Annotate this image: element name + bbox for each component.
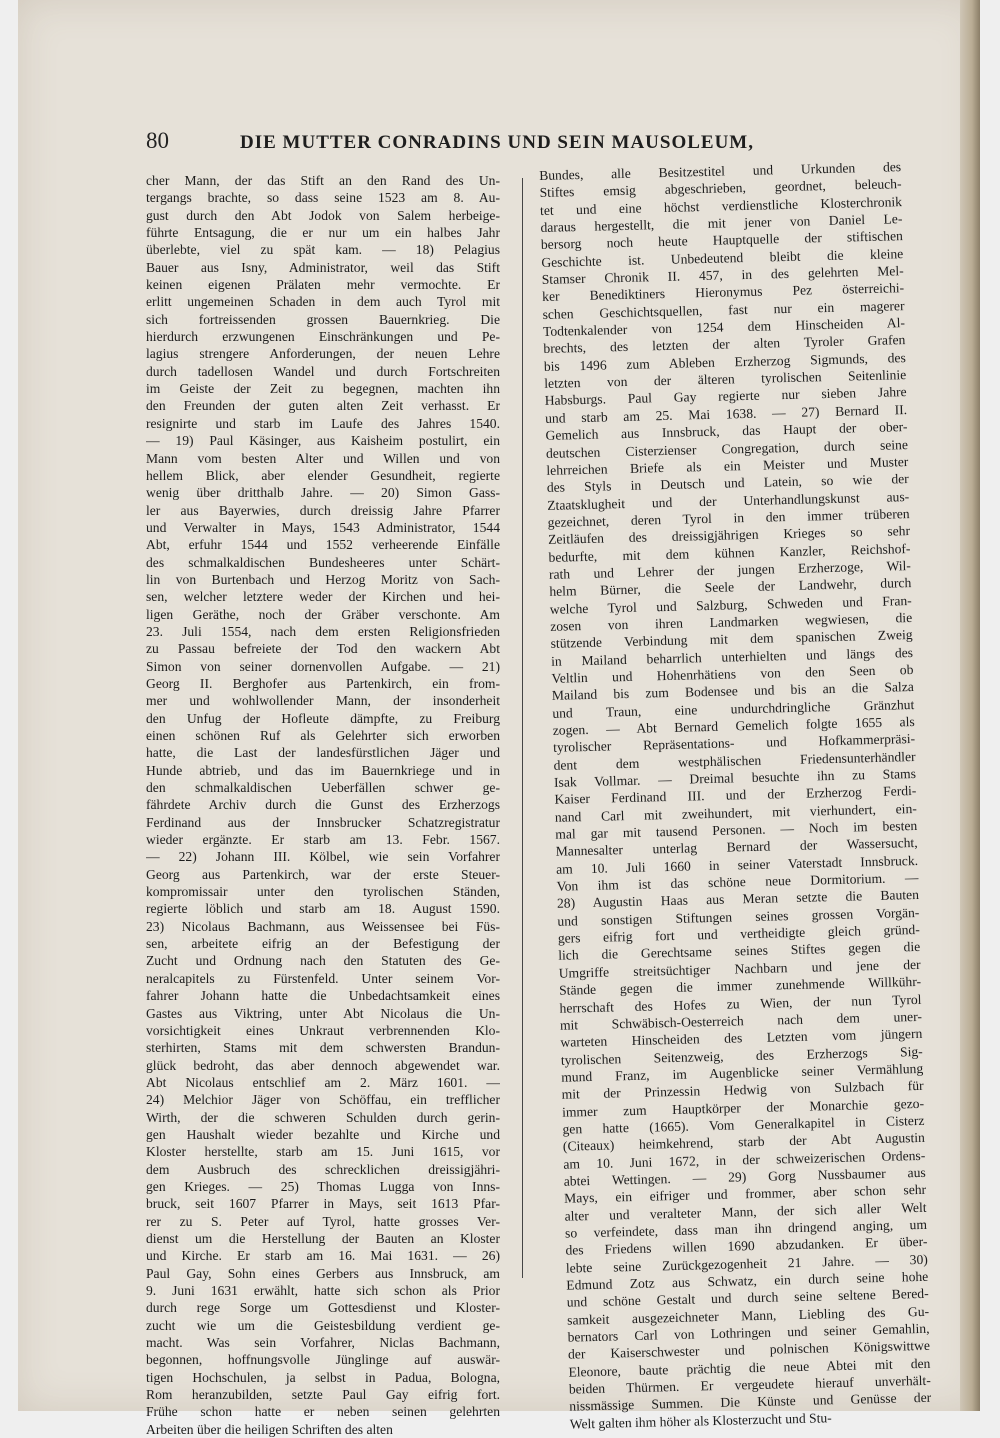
text-line: sterhirten, Stams mit dem schwersten Brandun- [146,1040,500,1056]
text-line: brechts, des letzten der alten Tyroler Grafen [543,332,906,357]
text-line: 28) Augustin Haas aus Meran setzte die Bauten [556,887,920,912]
text-line: Stände gegen die immer zunehmende Willkühr- [558,974,922,998]
text-line: im Geiste der Zeit zu begegnen, machten ihn [146,381,500,397]
text-line: Gemelich aus Innsbruck, das Haupt der ober- [545,419,908,444]
text-line: durch tadellosen Wandel und durch Fortschreiten [146,363,500,379]
text-line: ker Benediktiners Hieronymus Pez österreichi- [541,280,905,305]
text-line: ler aus Bayerwies, durch dreissig Jahre Pfarrer [146,502,500,518]
text-line: des Styls in Deutsch und Latein, so wie der [546,471,909,496]
text-line: tyrolischen Seitenzweig, des Erzherzogs Sig- [560,1043,923,1068]
text-line: Welt galten ihm höher als Klosterzucht und Stu- [569,1409,832,1432]
text-line: zu Passau befreiete der Tod den wackern Abt [146,641,500,657]
text-line: dent dem westphälischen Friedensunterhändler [553,748,916,773]
text-line: hellem Blick, aber elender Gesundheit, regierte [146,467,500,483]
text-line: Rom heranzubilden, setzte Paul Gay eifrig fort. [146,1387,500,1403]
text-line: keinen eigenen Prälaten mehr vermochte. Er [146,277,500,293]
text-line: Bauer aus Isny, Administrator, weil das Stift [146,259,500,275]
text-line: 24) Melchior Jäger von Schöffau, ein trefflicher [146,1092,500,1108]
text-line: wenig über dritthalb Jahre. — 20) Simon Gass- [146,485,500,501]
text-line: lebte seine Zurückgezogenheit 21 Jahre. — 30) [565,1251,928,1276]
text-line: gust durch den Abt Jodok von Salem herbeige- [146,207,500,223]
text-line: und starb am 25. Mai 1638. — 27) Bernard II. [544,401,908,426]
text-line: tigen Hochschulen, ja selbst in Padua, Bologna, [146,1369,500,1385]
text-line: sen, arbeitete eifrig an der Befestigung der [146,936,500,952]
text-line: Isak Vollmar. — Dreimal besuchte ihn zu Stams [553,766,917,790]
text-line: hatte, die Last der landesfürstlichen Jäger und [146,745,500,761]
text-line: nissmässige Summen. Die Künste und Genüsse der [569,1390,932,1415]
text-line: den schmalkaldischen Ueberfällen schwer ge- [146,780,500,796]
text-line: letzten von der älteren tyrolischen Seitenlinie [544,367,907,392]
text-line: durch rege Sorge um Gottesdienst und Kloster- [146,1300,500,1316]
text-line: am 10. Juli 1660 in seiner Vaterstadt Innsbruck. [555,852,919,877]
text-line: kompromissair unter den tyrolischen Ständen, [146,884,500,900]
text-line: tet und eine höchst verdienstliche Klosterchronik [539,193,903,218]
text-line: neralcapitels zu Fürstenfeld. Unter seinem Vor- [146,970,500,986]
text-line: glück bedroht, das aber dennoch abgewendet war. [146,1057,500,1073]
text-line: Wirth, der die schweren Schulden durch gerin- [146,1109,500,1125]
text-line: gen Haushalt wieder bezahlte und Kirche und [146,1126,500,1142]
text-line: Abt, erfuhr 1544 und 1552 verheerende Einfälle [146,537,500,553]
text-line: gezeichnet, deren Tyrol in den immer trüberen [547,505,910,530]
text-line: bruck, seit 1607 Pfarrer in Mays, seit 1613 Pfar- [146,1196,500,1212]
text-line: bernators Carl von Lothringen und seiner Gemahlin, [567,1320,930,1345]
text-line: den Unfug der Hofleute dämpfte, zu Freiburg [146,710,500,726]
text-line: 23) Nicolaus Bachmann, aus Weissensee bei Füs- [146,918,500,934]
column-divider [522,178,523,1278]
text-line: hierdurch erzwungenen Einschränkungen und Pe- [146,329,500,345]
text-line: rath und Lehrer der jungen Erzherzoge, Wil- [548,557,912,582]
text-line: Hunde abtrieb, und das im Bauernkriege und in [146,762,500,778]
text-line: mund Franz, im Augenblicke seiner Vermählung [561,1060,924,1085]
page-edge-shadow [960,0,980,1411]
text-line: Mays, ein eifriger und frommer, aber schon sehr [564,1182,927,1206]
text-line: bedurfte, mit dem kühnen Kanzler, Reichshof- [548,540,911,565]
text-line: gen hatte (1665). Vom Generalkapitel in Cisterz [562,1112,925,1137]
text-line: in Mailand beharrlich unterhielten und längs des [550,644,914,669]
text-line: schen Geschichtsquellen, fast nur ein magerer [542,297,905,322]
text-line: samkeit ausgezeichneter Mann, Liebling des Gu- [566,1303,930,1328]
text-line: Zeitläufen des dreissigjährigen Krieges so sehr [547,523,911,548]
text-line: bersorg noch heute Hauptquelle der stiftischen [540,228,903,253]
text-line: Edmund Zotz aus Schwatz, ein durch seine hohe [566,1268,929,1293]
text-line: Simon von seiner dornenvollen Aufgabe. — 21) [146,658,500,674]
running-head-title: DIE MUTTER CONRADINS UND SEIN MAUSOLEUM, [240,132,754,153]
text-line: beiden Thürmen. Er vergeudete hierauf unverhält- [568,1372,931,1397]
text-line: immer zum Hauptkörper der Monarchie gezo- [561,1095,925,1120]
text-line: mer und wohlwollender Mann, der insonderheit [146,693,500,709]
text-line: Frühe schon hatte er neben seinen gelehrten [146,1404,500,1420]
text-line: und sonstigen Stiftungen seines grossen Vorgän- [557,904,920,929]
text-line: lehrreichen Briefe als ein Meister und Muster [546,453,909,478]
text-line: abtei Wettingen. — 29) Gorg Nussbaumer aus [563,1164,926,1189]
text-line: einen schönen Ruf als Gelehrter sich erworben [146,728,500,743]
text-line: zosen von ihren Landmarken wegwiesen, die [550,609,913,634]
text-line: nand Carl mit zweihundert, mit vierhundert, ein- [554,800,917,825]
text-line: 9. Juni 1631 erwählt, hatte sich schon als Prior [146,1283,500,1298]
text-line: regierte löblich und starb am 18. August 1590. [146,901,500,917]
text-line: Kloster herstellte, starb am 15. Juni 1615, vor [146,1144,500,1160]
text-line: der Kaiserschwester und polnischen Königswittwe [567,1338,931,1363]
text-line: deutschen Cisterzienser Congregation, durch seine [545,436,909,461]
text-line: gers eifrig fort und vertheidigte gleich gründ- [557,922,920,946]
text-line: des schmalkaldischen Bundesheeres unter Schärt- [146,554,500,570]
text-line: resignirte und starb im Laufe des Jahres 1540. [146,415,500,431]
text-line: und schöne Gestalt und durch seine seltene Bered- [566,1286,929,1311]
text-line: rer zu S. Peter auf Tyrol, hatte grosses Ver- [146,1213,500,1229]
text-line: welche Tyrol und Salzburg, Schweden und Fran- [549,592,912,617]
text-line: Eleonore, baute prächtig die neue Abtei mit den [568,1355,931,1380]
text-line: alter und veralteter Mann, der sich aller Welt [564,1199,927,1224]
text-line: (Citeaux) heimkehrend, starb der Abt Augustin [562,1130,926,1154]
text-line: cher Mann, der das Stift an den Rand des Un- [146,173,500,188]
text-line: erlitt ungemeinen Schaden in dem auch Tyrol mit [146,294,500,310]
text-line: Veltlin und Hohenrhätiens von den Seen ob [551,661,914,686]
text-line: ligen Geräthe, noch der Gräber verschonte. Am [146,606,500,622]
text-line: mit der Prinzessin Hedwig von Sulzbach für [561,1078,924,1102]
text-line: Geschichte ist. Unbedeutend bleibt die kleine [541,245,904,270]
text-line: Umgriffe streitsüchtiger Nachbarn und jene der [558,956,921,981]
right-text-column [539,158,932,1433]
text-line: 23. Juli 1554, nach dem ersten Religionsfrieden [146,623,500,639]
text-line: Georg aus Partenkirch, war der erste Steuer- [146,866,500,882]
text-line: wieder ergänzte. Er starb am 13. Febr. 1567. [146,832,500,848]
text-line: macht. Was sein Vorfahrer, Niclas Bachmann, [146,1335,500,1351]
left-text-column [146,172,500,1438]
text-line: Abt Nicolaus entschlief am 2. März 1601. — [146,1074,500,1090]
text-line: Georg II. Berghofer aus Partenkirch, ein from- [146,675,500,691]
text-line: lin von Burtenbach und Herzog Moritz von Sach- [146,571,500,587]
text-line: warteten Hinscheiden des Letzten vom jüngern [560,1026,923,1050]
text-line: Mannesalter unterlag Bernard der Wassersucht, [555,835,918,860]
text-line: herrschaft des Hofes zu Wien, der nun Tyrol [559,991,922,1016]
text-line: vorsichtigkeit eines Unkraut verbrennenden Klo- [146,1022,500,1038]
text-line: überlebte, viel zu spät kam. — 18) Pelagius [146,242,500,258]
text-line: bis 1496 zum Ableben Erzherzog Sigmunds, des [543,349,906,374]
text-line: tyrolischer Repräsentations- und Hofkammerpräsi- [553,731,916,756]
text-line: und Traun, eine undurchdringliche Gränzhut [552,696,915,721]
text-line: Habsburgs. Paul Gay regierte nur sieben Jahre [544,384,907,409]
text-line: Mailand bis zum Bodensee und bis an die Salza [551,679,914,704]
text-line: Kaiser Ferdinand III. und der Erzherzog Ferdi- [554,783,917,808]
text-line: — 22) Johann III. Kölbel, wie sein Vorfahrer [146,849,500,865]
text-line: Stiftes emsig abgeschrieben, geordnet, beleuch- [539,176,902,201]
text-line: gen Krieges. — 25) Thomas Lugga von Inns- [146,1178,500,1194]
text-line: Mann vom besten Alter und Willen und von [146,450,500,466]
page-number: 80 [146,128,169,153]
text-line: führte Entsagung, die er nur um ein halbes Jahr [146,225,500,241]
text-line: stützende Verbindung mit dem spanischen Zweig [550,627,913,652]
text-line: des Friedens willen 1690 abzudanken. Er über- [565,1234,928,1258]
text-line: lagius strengere Anforderungen, der neuen Lehre [146,346,500,362]
text-line: tergangs brachte, so dass seine 1523 am 8. Au- [146,190,500,206]
text-line: Ztaatsklugheit und der Unterhandlungskunst aus- [547,488,910,513]
text-line: zogen. — Abt Bernard Gemelich folgte 1655 als [552,713,915,738]
text-line: fahrer Johann hatte die Unbedachtsamkeit eines [146,988,500,1004]
text-line: dem Ausbruch des schrecklichen dreissigjähri- [146,1161,500,1177]
text-line: Gastes aus Viktring, unter Abt Nicolaus die Un- [146,1005,500,1021]
text-line: und Verwalter in Mays, 1543 Administrator, 1544 [146,519,500,535]
text-line: mit Schwäbisch-Oesterreich nach dem uner- [559,1008,923,1033]
text-line: zucht wie um die Geistesbildung verdient ge- [146,1317,500,1333]
text-line: sen, welcher letztere weder der Kirchen und hei- [146,589,500,605]
text-line: Ferdinand aus der Innsbrucker Schatzregistratur [146,814,500,830]
text-line: Arbeiten über die heiligen Schriften des alten [146,1421,393,1437]
text-line: helm Bürner, die Seele der Landwehr, durch [549,575,912,600]
text-line: den Freunden der guten alten Zeit verhasst. Er [146,398,500,414]
text-line: Von ihm ist das schöne neue Dormitorium. — [556,870,919,894]
text-line: dienst um die Herstellung der Bauten an Kloster [146,1230,500,1246]
text-line: fährdete Archiv durch die Gunst des Erzherzogs [146,797,500,813]
text-line: Paul Gay, Sohn eines Gerbers aus Innsbruck, am [146,1265,500,1281]
text-line: sich fortreissenden grossen Bauernkrieg. Die [146,311,500,327]
text-line: Todtenkalender von 1254 dem Hinscheiden Al- [542,315,906,340]
page-header [130,118,850,168]
text-line: mal gar mit tausend Personen. — Noch im besten [555,818,918,842]
text-line: am 10. Juni 1672, in der schweizerischen Ordens- [563,1147,926,1172]
text-line: so verfeindete, dass man ihn dringend anging, um [564,1216,928,1241]
text-line: Bundes, alle Besitzestitel und Urkunden des [539,159,902,183]
text-line: Zucht und Ordnung nach den Statuten des Ge- [146,953,500,969]
text-line: und Kirche. Er starb am 16. Mai 1631. — 26) [146,1248,500,1264]
text-line: daraus hergestellt, die mit jener von Daniel Le- [540,211,903,236]
text-line: Stamser Chronik II. 457, in des gelehrten Mel- [541,263,904,288]
text-line: — 19) Paul Käsinger, aus Kaisheim postulirt, ein [146,433,500,449]
text-line: lich die Gerechtsame seines Stiftes gegen die [558,939,921,964]
text-line: begonnen, hoffnungsvolle Jünglinge auf auswär- [146,1352,500,1368]
